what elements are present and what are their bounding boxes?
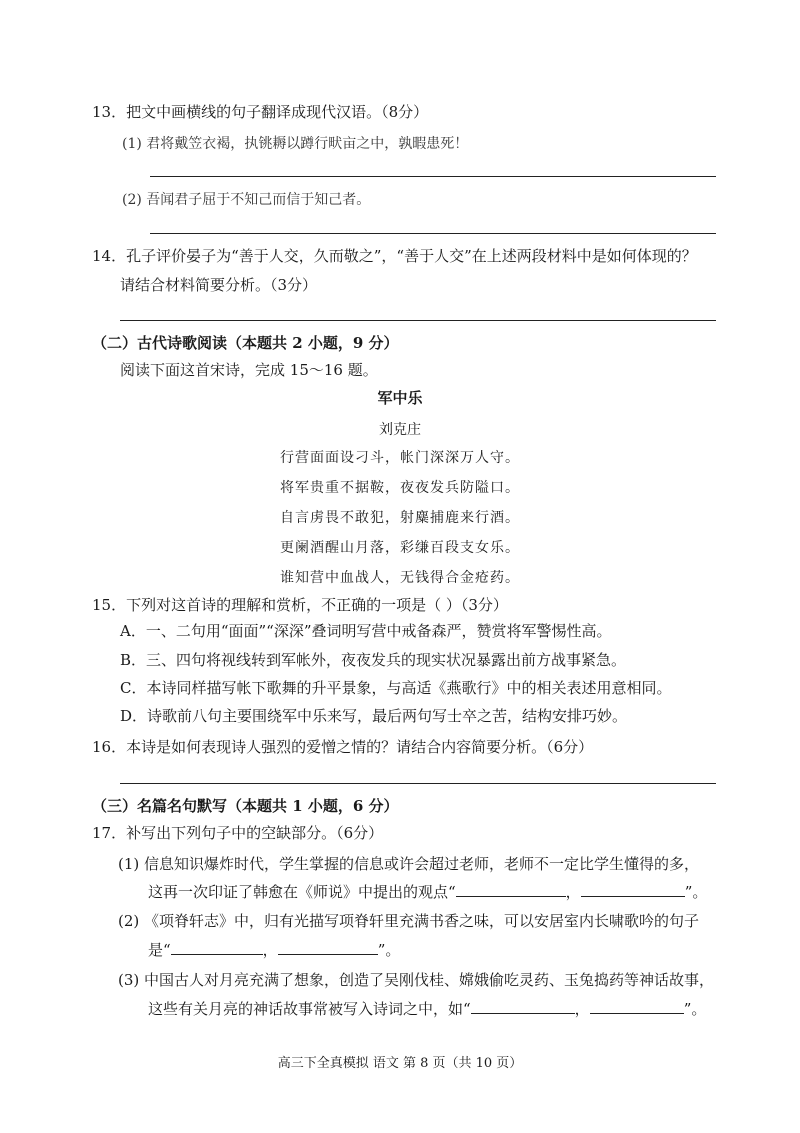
q17-stem: 17．补写出下列句子中的空缺部分。（6分） [92,824,384,842]
answer-line [150,176,716,177]
q15-option-b: B．三、四句将视线转到军帐外，夜夜发兵的现实状况暴露出前方战事紧急。 [120,651,627,669]
fill-blank-6[interactable] [590,999,684,1014]
fill-blank-5[interactable] [471,999,575,1014]
q17-s2-line1: (2) 《项脊轩志》中，归有光描写项脊轩里充满书香之味，可以安居室内长啸歌吟的句子 [118,912,700,930]
page-footer: 高三下全真模拟 语文 第 8 页（共 10 页） [277,1056,523,1071]
q15-option-c: C．本诗同样描写帐下歌舞的升平景象，与高适《燕歌行》中的相关表述用意相同。 [120,679,672,697]
poem-line-2: 将军贵重不据鞍，夜夜发兵防隘口。 [280,480,520,496]
q14-line2: 请结合材料简要分析。（3分） [120,276,318,294]
comma: ， [262,941,278,959]
quote-end: ”。 [377,941,401,959]
fill-blank-3[interactable] [171,940,263,955]
fill-blank-4[interactable] [278,940,378,955]
q17-s1-text: 这再一次印证了韩愈在《师说》中提出的观点“ [148,883,456,901]
fill-blank-1[interactable] [456,882,566,897]
q17-s2-text: 是“ [148,941,171,959]
section2-heading: （二）古代诗歌阅读（本题共 2 小题，9 分） [92,334,399,352]
answer-line [120,320,716,321]
q17-s1-line1: (1) 信息知识爆炸时代，学生掌握的信息或许会超过老师，老师不一定比学生懂得的多， [118,855,700,873]
q16-stem: 16．本诗是如何表现诗人强烈的爱憎之情的？请结合内容简要分析。（6分） [92,738,594,756]
poem-title: 军中乐 [377,389,423,407]
comma: ， [574,1000,590,1018]
poem-line-1: 行营面面设刁斗，帐门深深万人守。 [280,450,520,466]
fill-blank-2[interactable] [581,882,685,897]
quote-end: ”。 [683,1000,707,1018]
quote-end: ”。 [684,883,708,901]
section2-intro: 阅读下面这首宋诗，完成 15～16 题。 [120,361,378,379]
poem-author: 刘克庄 [379,422,421,438]
poem-line-3: 自言虏畏不敢犯，射麋捕鹿来行酒。 [280,510,520,526]
comma: ， [565,883,581,901]
q15-option-d: D．诗歌前八句主要围绕军中乐来写，最后两句写士卒之苦，结构安排巧妙。 [120,707,628,725]
section3-heading: （三）名篇名句默写（本题共 1 小题，6 分） [92,797,399,815]
q13-sub1: (1) 君将戴笠衣褐，执铫耨以蹲行畎亩之中，孰暇患死！ [122,136,469,152]
poem-line-5: 谁知营中血战人，无钱得合金疮药。 [280,570,520,586]
q15-option-a: A．一、二句用“面面”“深深”叠词明写营中戒备森严，赞赏将军警惕性高。 [120,622,612,640]
q15-stem: 15．下列对这首诗的理解和赏析，不正确的一项是（ ）（3分） [92,596,508,614]
poem-line-4: 更阑酒醒山月落，彩缣百段支女乐。 [280,540,520,556]
q17-s1-line2 [148,882,707,902]
q14-line1: 14．孔子评价晏子为“善于人交，久而敬之”，“善于人交”在上述两段材料中是如何体现的？ [92,247,697,265]
q13-sub2: (2) 吾闻君子屈于不知己而信于知己者。 [122,192,371,208]
q17-s3-line2 [148,999,706,1019]
answer-line [120,783,716,784]
q17-s3-text: 这些有关月亮的神话故事常被写入诗词之中，如“ [148,1000,471,1018]
q17-s3-line1: (3) 中国古人对月亮充满了想象，创造了吴刚伐桂、嫦娥偷吃灵药、玉兔捣药等神话故事， [118,971,715,989]
q13-stem: 13．把文中画横线的句子翻译成现代汉语。（8分） [92,103,429,121]
q17-s2-line2 [148,940,400,960]
answer-line [150,233,716,234]
